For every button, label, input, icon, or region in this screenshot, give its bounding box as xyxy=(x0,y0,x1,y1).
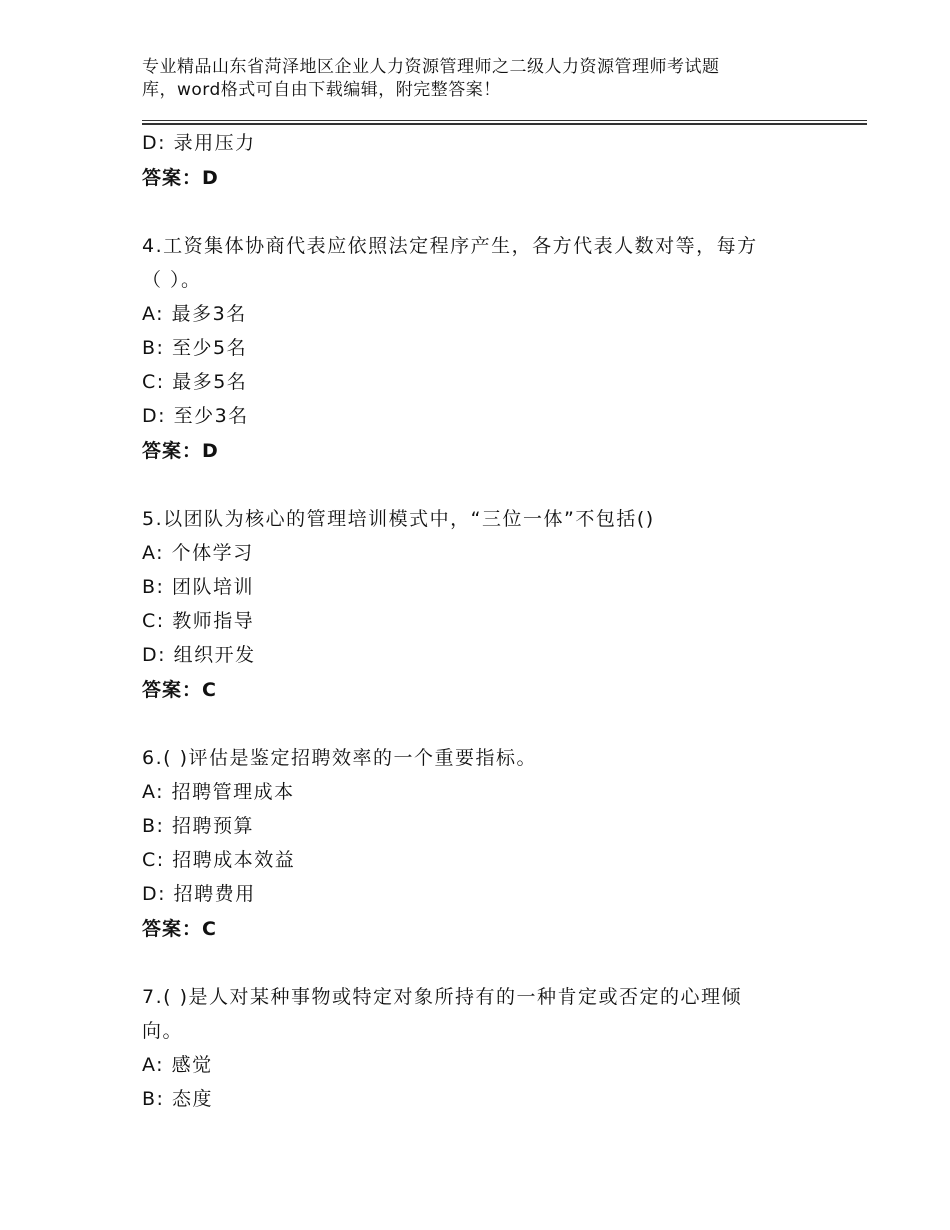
q7-option-a: A: 感觉 xyxy=(142,1054,213,1076)
q4-option-a: A: 最多3名 xyxy=(142,303,247,325)
q4-option-b: B: 至少5名 xyxy=(142,337,248,359)
q6-option-d: D: 招聘费用 xyxy=(142,883,256,905)
q6-option-b: B: 招聘预算 xyxy=(142,815,254,837)
header-divider-thick xyxy=(142,123,867,125)
header-title-line-2: 库，word格式可自由下载编辑，附完整答案！ xyxy=(142,80,501,100)
q6-option-a: A: 招聘管理成本 xyxy=(142,781,295,803)
q4-option-d: D: 至少3名 xyxy=(142,405,249,427)
q4-option-c: C: 最多5名 xyxy=(142,371,248,393)
q7-option-b: B: 态度 xyxy=(142,1088,213,1110)
prev-option-d: D: 录用压力 xyxy=(142,132,256,154)
q4-answer: 答案：D xyxy=(142,440,219,462)
q6-answer: 答案：C xyxy=(142,918,217,940)
header-title-line-1: 专业精品山东省菏泽地区企业人力资源管理师之二级人力资源管理师考试题 xyxy=(142,57,720,77)
q6-option-c: C: 招聘成本效益 xyxy=(142,849,296,871)
q7-stem-line-2: 向。 xyxy=(142,1020,184,1042)
q6-stem: 6.( )评估是鉴定招聘效率的一个重要指标。 xyxy=(142,747,537,769)
q5-option-d: D: 组织开发 xyxy=(142,644,256,666)
q4-stem-line-2: （ ）。 xyxy=(142,269,202,291)
q7-stem-line-1: 7.( )是人对某种事物或特定对象所持有的一种肯定或否定的心理倾 xyxy=(142,986,742,1008)
page-header xyxy=(142,56,842,102)
q5-answer: 答案：C xyxy=(142,679,217,701)
q5-option-a: A: 个体学习 xyxy=(142,542,254,564)
q5-stem: 5.以团队为核心的管理培训模式中，“三位一体”不包括() xyxy=(142,508,655,530)
q4-stem-line-1: 4.工资集体协商代表应依照法定程序产生，各方代表人数对等，每方 xyxy=(142,235,758,257)
header-divider-thin xyxy=(142,120,867,121)
q5-option-b: B: 团队培训 xyxy=(142,576,254,598)
prev-answer: 答案：D xyxy=(142,167,219,189)
q5-option-c: C: 教师指导 xyxy=(142,610,255,632)
